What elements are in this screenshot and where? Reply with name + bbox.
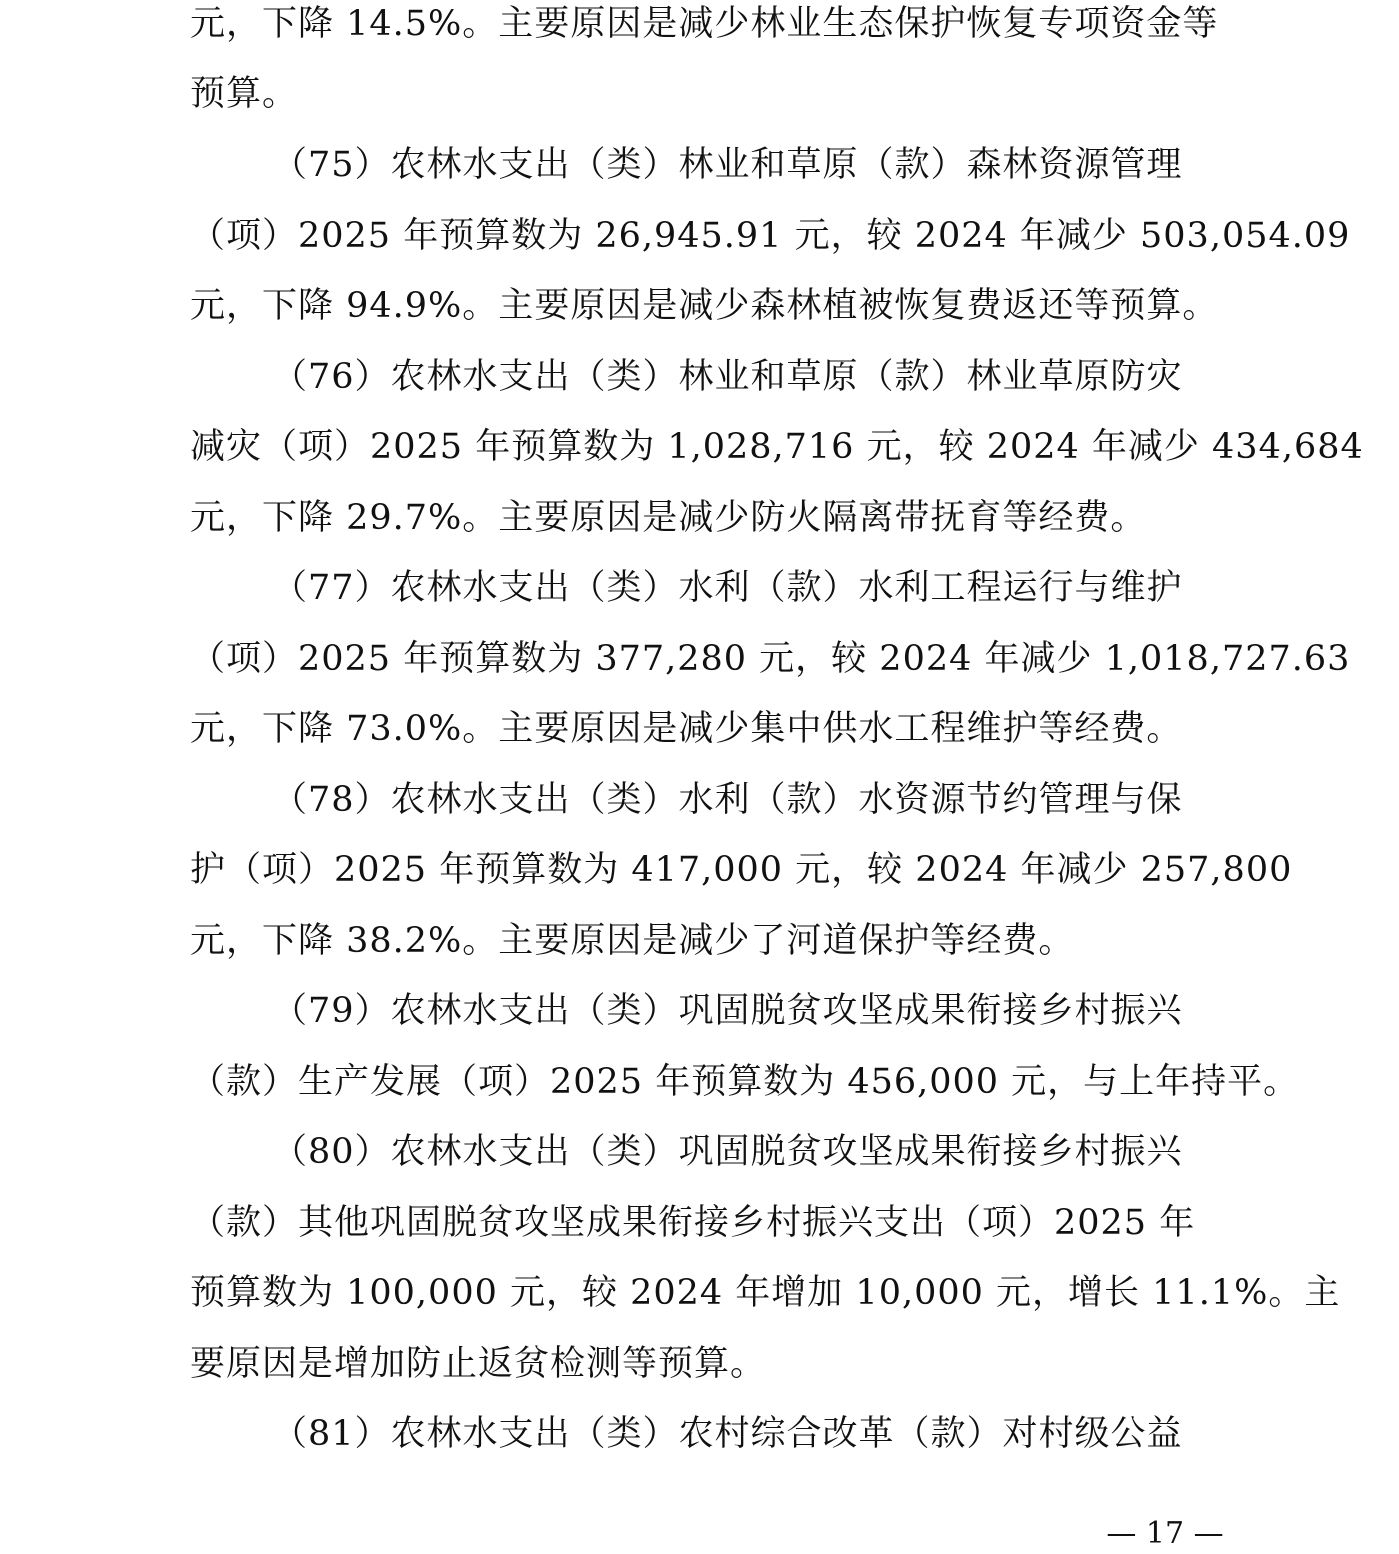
text-line: （款）生产发展（项）2025 年预算数为 456,000 元，与上年持平。: [190, 1062, 1300, 1102]
text-line: （78）农林水支出（类）水利（款）水资源节约管理与保: [272, 780, 1183, 820]
text-line: 元，下降 14.5%。主要原因是减少林业生态保护恢复专项资金等: [190, 4, 1219, 44]
text-line: 预算。: [190, 74, 299, 114]
text-line: （款）其他巩固脱贫攻坚成果衔接乡村振兴支出（项）2025 年: [190, 1203, 1196, 1243]
text-line: 要原因是增加防止返贫检测等预算。: [190, 1344, 767, 1384]
text-line: （80）农林水支出（类）巩固脱贫攻坚成果衔接乡村振兴: [272, 1132, 1183, 1172]
text-line: 元，下降 38.2%。主要原因是减少了河道保护等经费。: [190, 921, 1075, 961]
text-line: 预算数为 100,000 元，较 2024 年增加 10,000 元，增长 11.1%。主: [190, 1273, 1341, 1313]
text-line: （77）农林水支出（类）水利（款）水利工程运行与维护: [272, 568, 1183, 608]
text-line: （项）2025 年预算数为 377,280 元，较 2024 年减少 1,018,727.63: [190, 639, 1351, 679]
text-line: 元，下降 29.7%。主要原因是减少防火隔离带抚育等经费。: [190, 498, 1147, 538]
text-line: 减灾（项）2025 年预算数为 1,028,716 元，较 2024 年减少 434,684: [190, 427, 1364, 467]
text-line: （81）农林水支出（类）农村综合改革（款）对村级公益: [272, 1414, 1183, 1454]
text-line: 元，下降 73.0%。主要原因是减少集中供水工程维护等经费。: [190, 709, 1183, 749]
text-line: （79）农林水支出（类）巩固脱贫攻坚成果衔接乡村振兴: [272, 991, 1183, 1031]
text-line: （项）2025 年预算数为 26,945.91 元，较 2024 年减少 503,054.09: [190, 216, 1351, 256]
text-line: （75）农林水支出（类）林业和草原（款）森林资源管理: [272, 145, 1183, 185]
text-line: 元，下降 94.9%。主要原因是减少森林植被恢复费返还等预算。: [190, 286, 1219, 326]
text-line: （76）农林水支出（类）林业和草原（款）林业草原防灾: [272, 357, 1183, 397]
page-number: — 17 —: [1106, 1516, 1224, 1551]
text-line: 护（项）2025 年预算数为 417,000 元，较 2024 年减少 257,800: [190, 850, 1293, 890]
